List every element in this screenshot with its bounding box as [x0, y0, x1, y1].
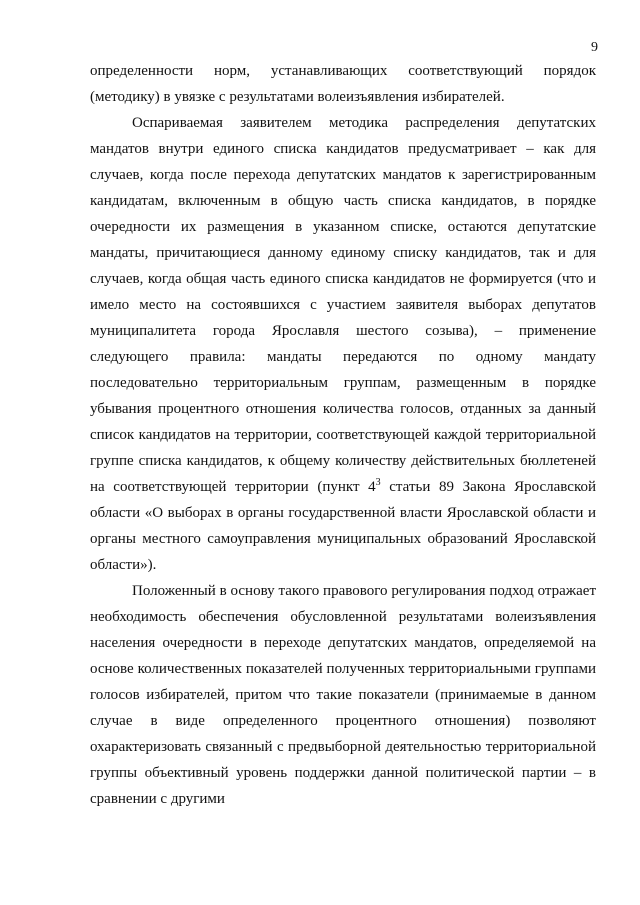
page-number: 9: [591, 40, 598, 55]
footnote-superscript: 3: [375, 477, 381, 488]
paragraph-2: [90, 110, 596, 578]
paragraph-3: [90, 578, 596, 812]
paragraph-1-text: определенности норм, устанавливающих соответствующий порядок (методику) в увязке с результатами волеизъявления избирателей.: [90, 63, 596, 105]
body-text: [90, 58, 596, 812]
paragraph-1: [90, 58, 596, 110]
paragraph-2-text: Оспариваемая заявителем методика распределения депутатских мандатов внутри единого списка кандидатов предусматривает – как для случаев, когда после перехода депутатских мандатов к зарегистрированным кандидатам, включенным в общую часть списка кандидатов, в порядке очередности их размещения в указанном списке, остаются депутатские мандаты, причитающиеся данному единому списку кандидатов, так и для случаев, когда общая часть единого списка кандидатов не формируется (что и имело место на состоявшихся с участием заявителя выборах депутатов муниципалитета города Ярославля шестого созыва), – применение следующего правила: мандаты передаются по одному мандату последовательно территориальным группам, размещенным в порядке убывания процентного отношения количества голосов, отданных за данный список кандидатов на территории, соответствующей каждой территориальной группе списка кандидатов, к общему количеству действительных бюллетеней на соответствующей территории (пункт 4: [90, 115, 596, 495]
paragraph-2-tail: статьи 89 Закона Ярославской области «О выборах в органы государственной власти Ярославской области и органы местного самоуправления муниципальных образований Ярославской области»).: [90, 479, 596, 573]
paragraph-3-text: Положенный в основу такого правового регулирования подход отражает необходимость обеспечения обусловленной результатами волеизъявления населения очередности в переходе депутатских мандатов, определяемой на основе количественных показателей полученных территориальными группами голосов избирателей, притом что такие показатели (принимаемые в данном случае в виде определенного процентного отношения) позволяют охарактеризовать связанный с предвыборной деятельностью территориальной группы объективный уровень поддержки данной политической партии – в сравнении с другими: [90, 583, 596, 807]
